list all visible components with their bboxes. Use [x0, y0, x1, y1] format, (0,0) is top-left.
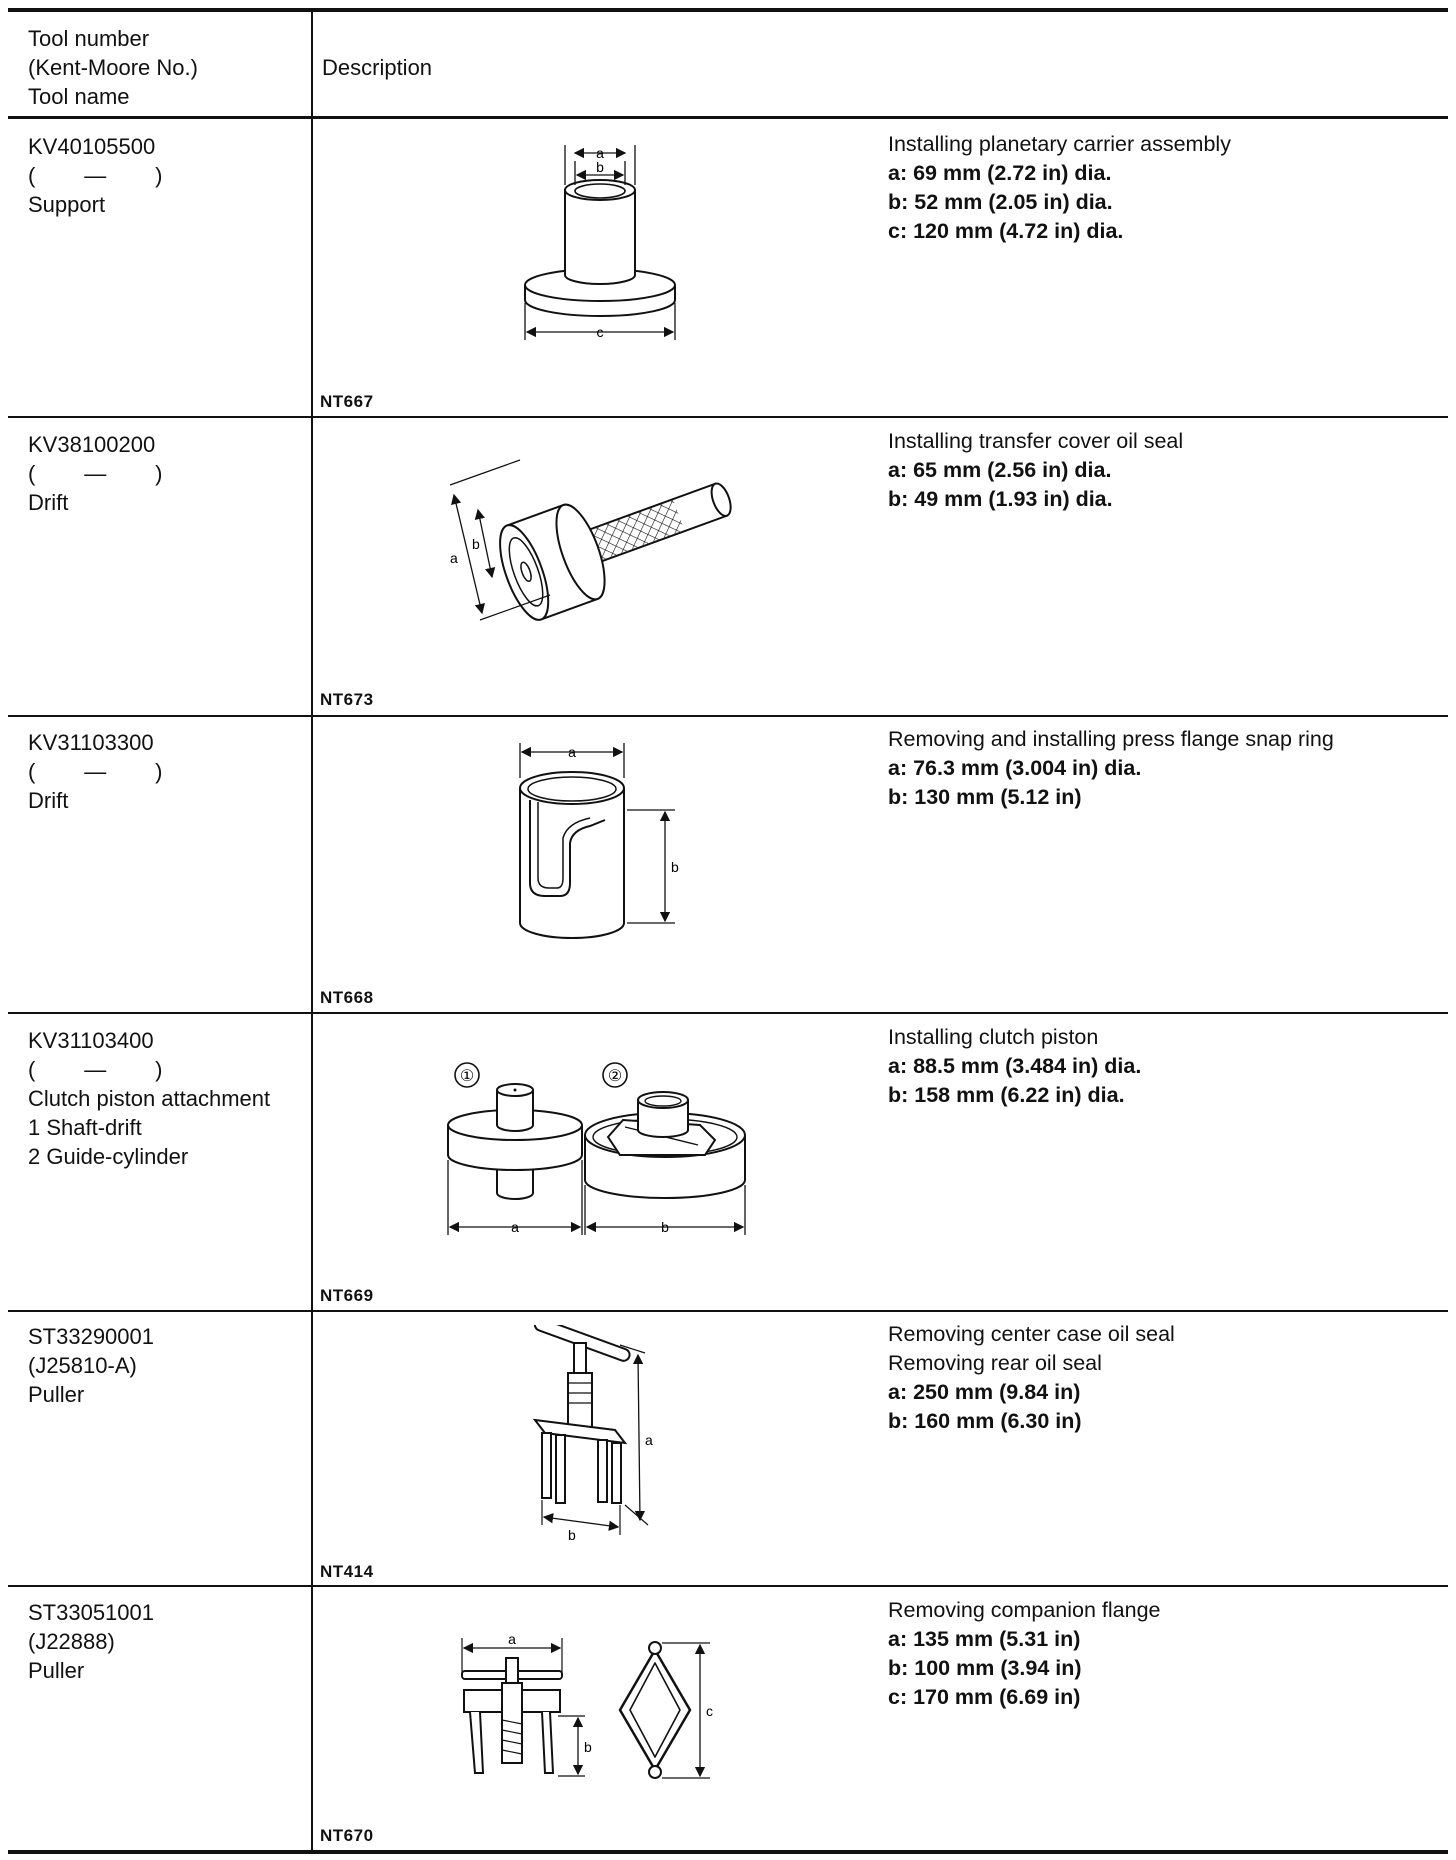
figure-code: NT669 — [320, 1286, 374, 1305]
spec-line: b: 158 mm (6.22 in) dia. — [888, 1083, 1125, 1107]
tool-description — [888, 1023, 1448, 1110]
puller-j25810-figure — [520, 1325, 690, 1550]
drift-tool-figure — [440, 455, 760, 640]
dim-label-a: a — [568, 744, 576, 760]
tool-number: KV38100200 — [28, 432, 156, 457]
description-title-2: Removing rear oil seal — [888, 1351, 1102, 1375]
tool-info — [28, 132, 162, 219]
kent-moore-number: ( — ) — [28, 461, 163, 486]
spec-line: a: 135 mm (5.31 in) — [888, 1627, 1081, 1651]
dim-label-a: a — [596, 145, 604, 161]
dim-label-c: c — [596, 324, 604, 340]
table-top-rule — [8, 8, 1448, 12]
kent-moore-number: (J22888) — [28, 1629, 115, 1654]
kent-moore-number: ( — ) — [28, 759, 163, 784]
description-title: Installing transfer cover oil seal — [888, 429, 1184, 453]
tool-part: 2 Guide-cylinder — [28, 1144, 189, 1169]
dim-label-b: b — [584, 1739, 592, 1755]
tool-description — [888, 1320, 1448, 1436]
tool-info — [28, 1026, 270, 1171]
part-2-marker: ② — [607, 1068, 623, 1085]
figure-code: NT414 — [320, 1562, 374, 1581]
row-divider — [8, 715, 1448, 717]
tool-number: ST33290001 — [28, 1324, 154, 1349]
figure-code: NT667 — [320, 392, 374, 411]
snap-ring-drift-figure — [505, 738, 695, 958]
tool-number: KV31103300 — [28, 730, 154, 755]
spec-line: b: 49 mm (1.93 in) dia. — [888, 487, 1113, 511]
spec-line: a: 69 mm (2.72 in) dia. — [888, 161, 1112, 185]
tool-part: 1 Shaft-drift — [28, 1115, 142, 1140]
spec-line: c: 170 mm (6.69 in) — [888, 1685, 1081, 1709]
clutch-piston-attachment-figure — [440, 1055, 750, 1250]
part-1-marker: ① — [459, 1068, 475, 1085]
puller-j22888-figure — [450, 1628, 740, 1813]
tool-number: ST33051001 — [28, 1600, 154, 1625]
dim-label-b: b — [661, 1219, 669, 1235]
tool-info — [28, 728, 162, 815]
tool-info — [28, 1322, 154, 1409]
tool-description — [888, 427, 1448, 514]
dim-label-a: a — [511, 1219, 519, 1235]
description-title: Installing clutch piston — [888, 1025, 1099, 1049]
tool-description — [888, 725, 1448, 812]
dim-label-a: a — [450, 550, 458, 566]
tool-description — [888, 130, 1448, 246]
spec-line: a: 250 mm (9.84 in) — [888, 1380, 1081, 1404]
description-title: Installing planetary carrier assembly — [888, 132, 1231, 156]
description-title: Removing center case oil seal — [888, 1322, 1175, 1346]
kent-moore-number: ( — ) — [28, 1057, 163, 1082]
tool-name: Support — [28, 192, 106, 217]
dim-label-c: c — [706, 1703, 713, 1719]
tool-name: Puller — [28, 1382, 85, 1407]
spec-line: a: 76.3 mm (3.004 in) dia. — [888, 756, 1142, 780]
table-bottom-rule — [8, 1850, 1448, 1854]
dim-label-a: a — [508, 1631, 516, 1647]
description-title: Removing and installing press flange snap ring — [888, 727, 1334, 751]
support-tool-figure — [505, 135, 695, 350]
tool-name: Drift — [28, 788, 69, 813]
spec-line: b: 52 mm (2.05 in) dia. — [888, 190, 1113, 214]
row-divider — [8, 416, 1448, 418]
tool-name: Clutch piston attachment — [28, 1086, 271, 1111]
dim-label-b: b — [568, 1527, 576, 1543]
spec-line: b: 130 mm (5.12 in) — [888, 785, 1082, 809]
tool-info — [28, 430, 162, 517]
spec-line: a: 88.5 mm (3.484 in) dia. — [888, 1054, 1142, 1078]
spec-line: a: 65 mm (2.56 in) dia. — [888, 458, 1112, 482]
tool-number: KV40105500 — [28, 134, 156, 159]
dim-label-b: b — [472, 536, 480, 552]
row-divider — [8, 1310, 1448, 1312]
tool-name: Puller — [28, 1658, 85, 1683]
column-divider — [311, 12, 313, 1852]
row-divider — [8, 1585, 1448, 1587]
header-line: Tool name — [28, 84, 130, 109]
kent-moore-number: (J25810-A) — [28, 1353, 137, 1378]
header-col2: Description — [322, 55, 433, 80]
figure-code: NT668 — [320, 988, 374, 1007]
tool-number: KV31103400 — [28, 1028, 154, 1053]
description-title: Removing companion flange — [888, 1598, 1161, 1622]
spec-line: c: 120 mm (4.72 in) dia. — [888, 219, 1124, 243]
header-col1 — [28, 24, 198, 111]
header-line: Tool number — [28, 26, 150, 51]
dim-label-b: b — [596, 159, 604, 175]
figure-code: NT673 — [320, 690, 374, 709]
spec-line: b: 100 mm (3.94 in) — [888, 1656, 1082, 1680]
tool-description — [888, 1596, 1448, 1712]
tool-name: Drift — [28, 490, 69, 515]
row-divider — [8, 1012, 1448, 1014]
kent-moore-number: ( — ) — [28, 163, 163, 188]
dim-label-b: b — [671, 859, 679, 875]
spec-line: b: 160 mm (6.30 in) — [888, 1409, 1082, 1433]
dim-label-a: a — [645, 1432, 653, 1448]
header-line: (Kent-Moore No.) — [28, 55, 198, 80]
figure-code: NT670 — [320, 1826, 374, 1845]
tool-info — [28, 1598, 154, 1685]
header-bottom-rule — [8, 116, 1448, 119]
